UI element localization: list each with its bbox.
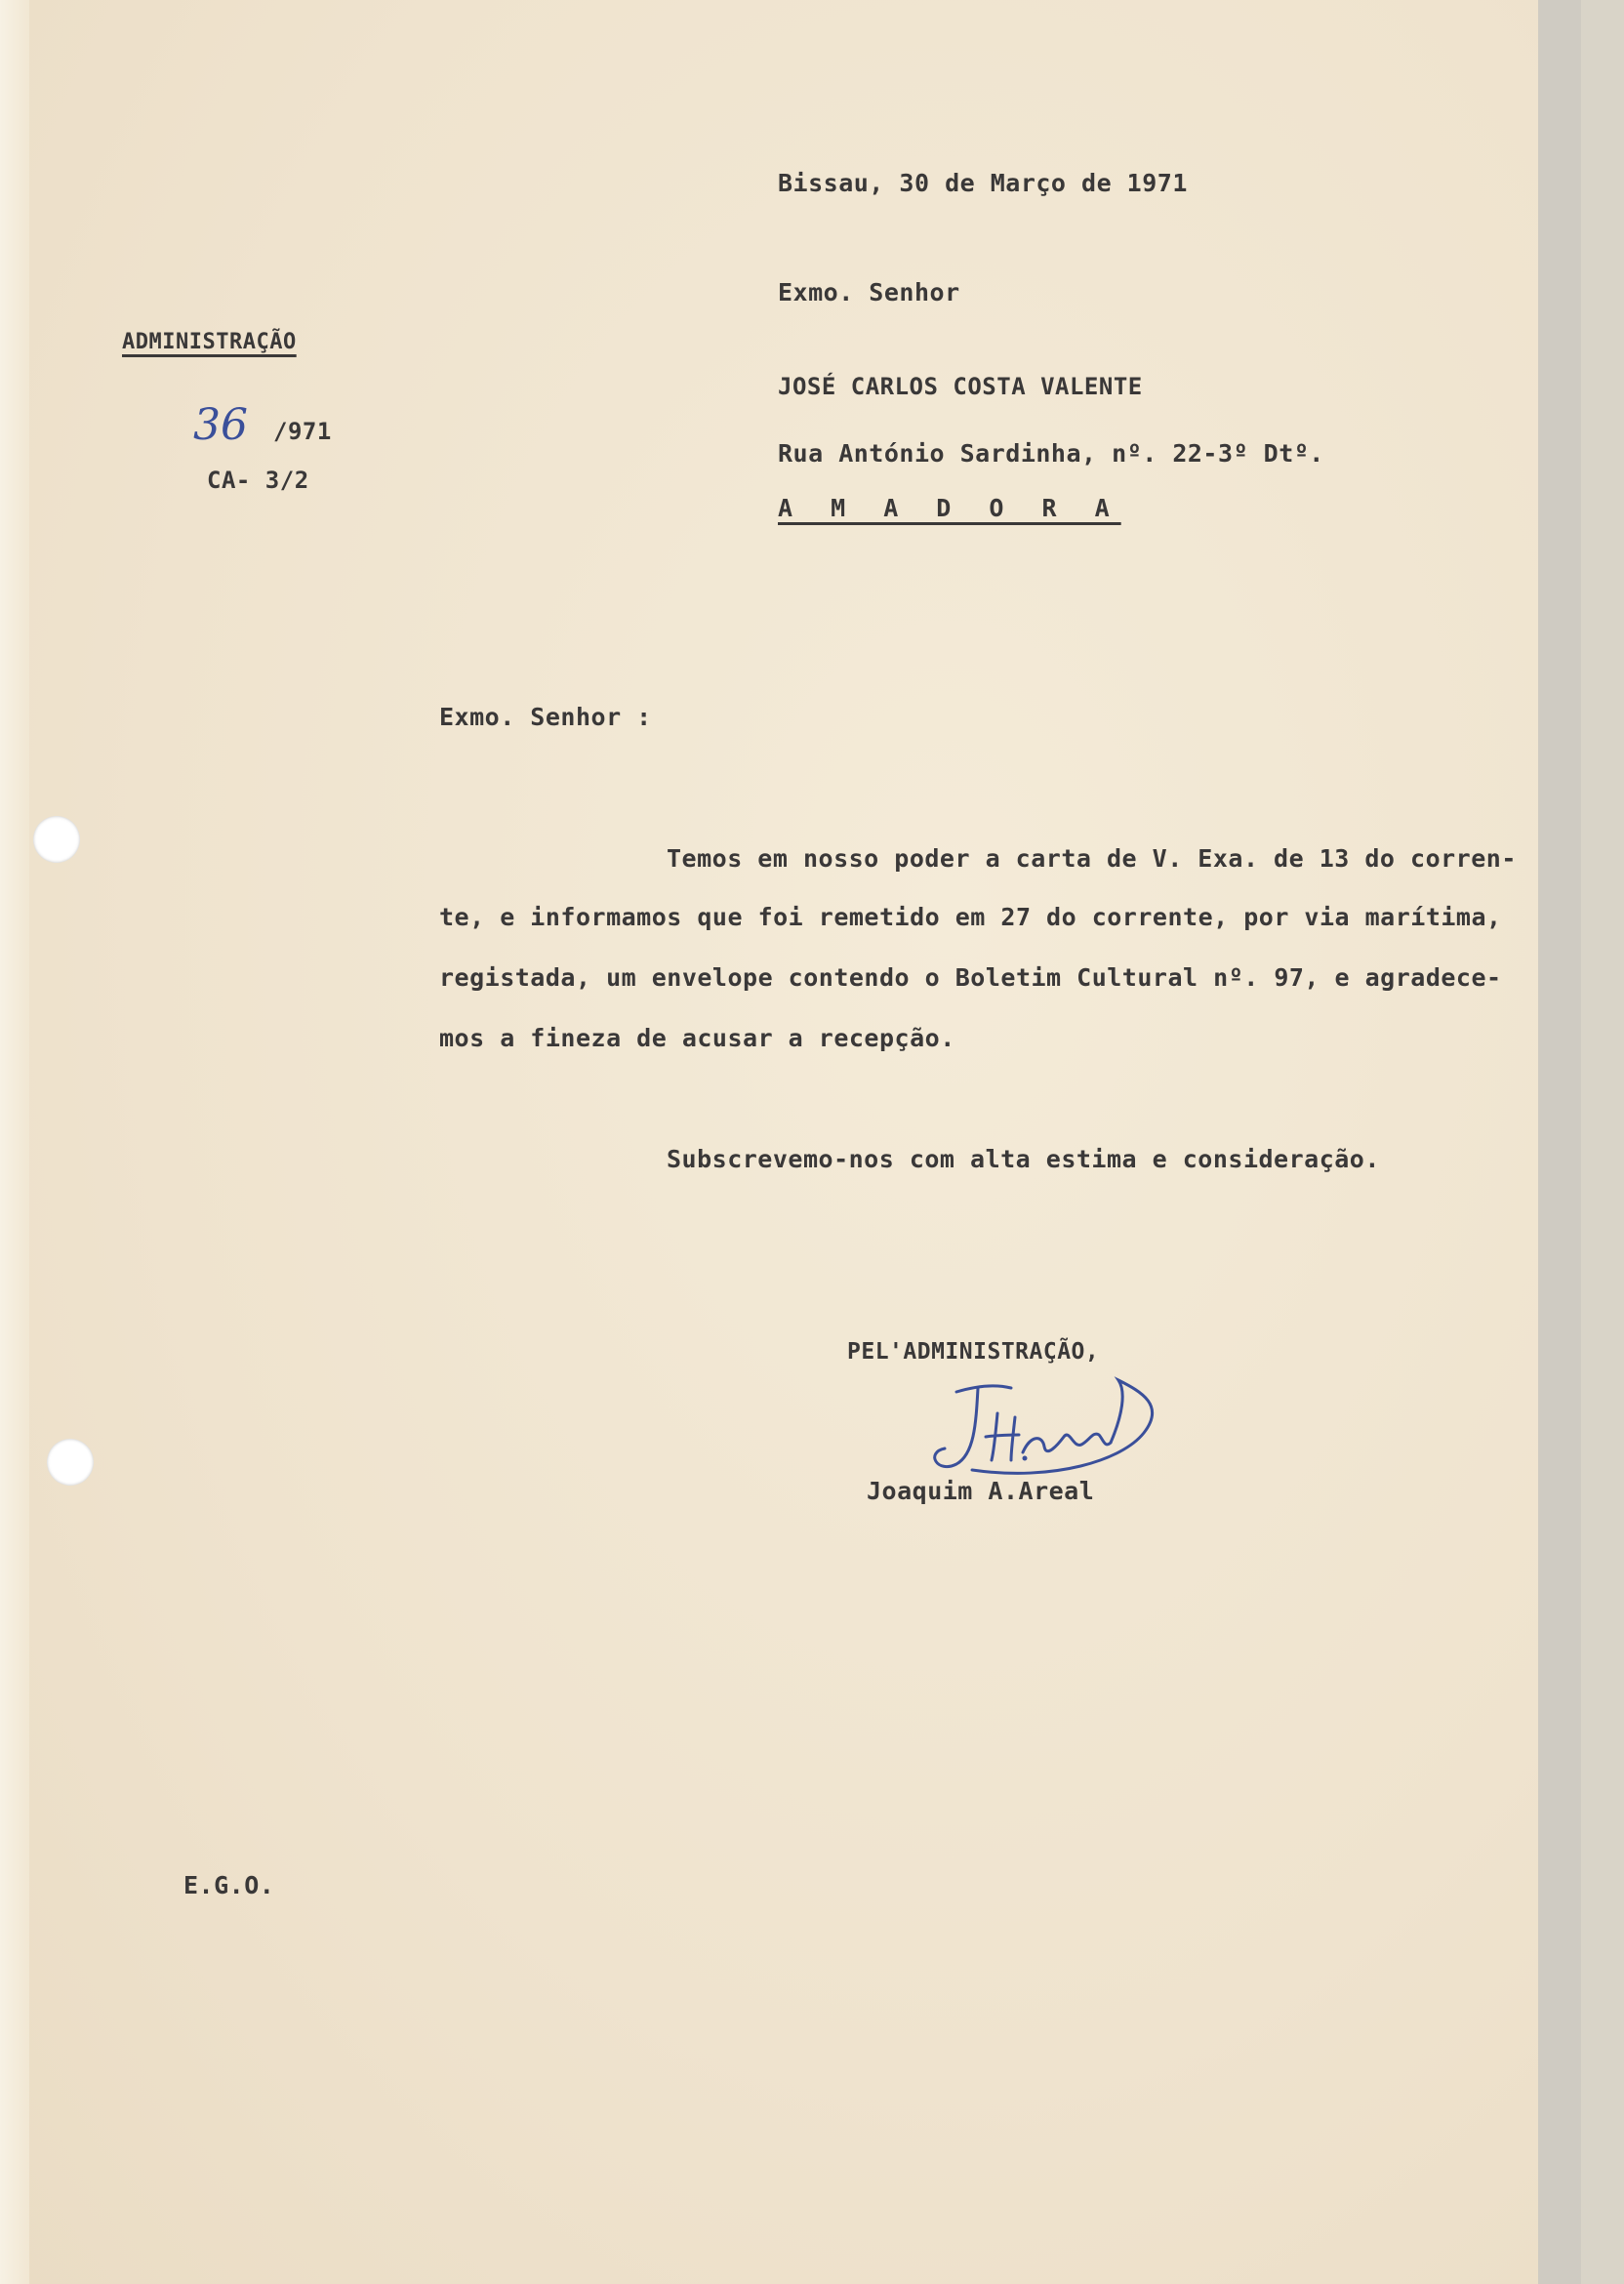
recipient-street: Rua António Sardinha, nº. 22-3º Dtº.: [778, 439, 1324, 468]
recipient-city: A M A D O R A: [778, 494, 1121, 522]
closing-line: Subscrevemo-nos com alta estima e consideração.: [667, 1145, 1380, 1173]
paper-left-margin: [0, 0, 29, 2284]
scan-edge-strip: [1538, 0, 1581, 2284]
body-line: te, e informamos que foi remetido em 27 do corrente, por via marítima,: [439, 903, 1502, 931]
body-line: mos a fineza de acusar a recepção.: [439, 1024, 955, 1052]
signatory-name: Joaquim A.Areal: [867, 1477, 1095, 1505]
greeting: Exmo. Senhor :: [439, 703, 652, 731]
footer-initials: E.G.O.: [183, 1871, 275, 1899]
place-date: Bissau, 30 de Março de 1971: [778, 169, 1188, 197]
signoff-organization: PEL'ADMINISTRAÇÃO,: [847, 1339, 1100, 1365]
recipient-salutation: Exmo. Senhor: [778, 278, 960, 306]
body-line: registada, um envelope contendo o Boletim Cultural nº. 97, e agradece-: [439, 963, 1502, 992]
recipient-name: JOSÉ CARLOS COSTA VALENTE: [778, 373, 1143, 400]
handwritten-signature: [917, 1366, 1171, 1493]
reference-department: ADMINISTRAÇÃO: [122, 330, 297, 354]
body-line: Temos em nosso poder a carta de V. Exa. de 13 do corren-: [667, 844, 1517, 873]
reference-number-handwritten: 36: [193, 400, 248, 450]
reference-code: CA- 3/2: [207, 467, 309, 494]
reference-number-suffix: /971: [273, 418, 332, 445]
punch-hole-top: [33, 816, 80, 863]
punch-hole-bottom: [47, 1439, 94, 1486]
